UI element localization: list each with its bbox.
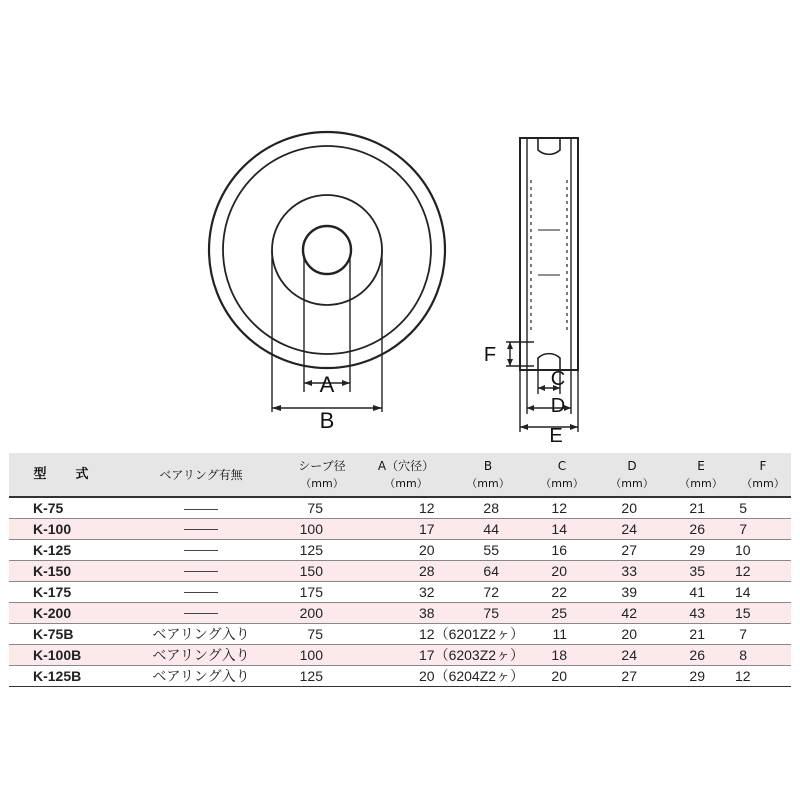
table-row — [9, 539, 791, 560]
cell-a: 20 — [419, 541, 435, 558]
dim-label-a: A — [319, 372, 335, 397]
cell-c: 20 — [551, 667, 567, 684]
cell-e: 29 — [689, 541, 705, 558]
cell-sheave: 175 — [299, 583, 323, 600]
hub — [272, 195, 382, 305]
cell-f: 12 — [735, 667, 751, 684]
header-sheave — [281, 453, 363, 497]
cell-a: 28 — [419, 562, 435, 579]
cell-b: 64 — [483, 562, 499, 579]
dim-label-d: D — [550, 395, 566, 417]
cell-model: K-125B — [33, 667, 82, 684]
cell-b: 55 — [483, 541, 499, 558]
cell-sheave: 150 — [299, 562, 323, 579]
table-row — [9, 497, 791, 518]
table-body — [9, 497, 791, 686]
cell-d: 24 — [621, 520, 637, 537]
table-header-row — [9, 453, 791, 497]
cell-f: 7 — [739, 625, 747, 642]
cell-e: 26 — [689, 520, 705, 537]
cell-a: 20（6204Z2ヶ） — [419, 667, 525, 684]
cell-a: 17 — [419, 520, 435, 537]
cell-c: 16 — [551, 541, 567, 558]
cell-bearing — [121, 518, 281, 539]
table-row — [9, 602, 791, 623]
cell-a: 12 — [419, 499, 435, 516]
header-model: 型 式 — [9, 453, 121, 497]
header-d-label: D — [627, 458, 637, 473]
cell-e: 26 — [689, 646, 705, 663]
cell-model: K-75B — [33, 625, 74, 642]
header-f — [735, 453, 791, 497]
header-c — [527, 453, 597, 497]
cell-bearing — [121, 581, 281, 602]
cell-sheave: 100 — [299, 646, 323, 663]
cell-model: K-200 — [33, 604, 72, 621]
table-row — [9, 623, 791, 644]
header-a-label: A（穴径） — [377, 458, 435, 473]
cell-d: 42 — [621, 604, 637, 621]
cell-b: 72 — [483, 583, 499, 600]
header-b-label: B — [483, 458, 493, 473]
cell-b: 44 — [483, 520, 499, 537]
header-f-label: F — [759, 458, 767, 473]
cell-sheave: 75 — [307, 499, 323, 516]
no-bearing-dash — [184, 529, 218, 530]
dim-label-c: C — [550, 368, 566, 390]
header-e — [667, 453, 735, 497]
header-f-unit: （mm） — [741, 476, 785, 490]
table-row — [9, 644, 791, 665]
outer-rim — [209, 132, 445, 368]
header-d-unit: （mm） — [610, 476, 654, 490]
cell-f: 14 — [735, 583, 751, 600]
header-c-label: C — [557, 458, 567, 473]
header-e-unit: （mm） — [679, 476, 723, 490]
table-row — [9, 665, 791, 686]
dim-label-f: F — [483, 344, 497, 366]
header-a-unit: （mm） — [384, 476, 428, 490]
cell-sheave: 125 — [299, 667, 323, 684]
cell-f: 8 — [739, 646, 747, 663]
no-bearing-dash — [184, 613, 218, 614]
dim-label-b: B — [319, 408, 335, 433]
cell-f: 5 — [739, 499, 747, 516]
cell-bearing: ベアリング入り — [152, 667, 250, 684]
no-bearing-dash — [184, 509, 218, 510]
inner-rim — [223, 146, 431, 354]
cell-sheave: 125 — [299, 541, 323, 558]
table-row — [9, 560, 791, 581]
cell-bearing: ベアリング入り — [152, 625, 250, 642]
cell-a: 17（6203Z2ヶ） — [419, 646, 525, 663]
header-d — [597, 453, 667, 497]
cell-f: 7 — [739, 520, 747, 537]
cell-c: 11 — [552, 625, 567, 642]
cell-c: 14 — [551, 520, 567, 537]
cell-f: 12 — [735, 562, 751, 579]
header-b-unit: （mm） — [466, 476, 510, 490]
side-view — [506, 138, 578, 432]
cell-model: K-125 — [33, 541, 72, 558]
cell-c: 12 — [551, 499, 567, 516]
cell-d: 33 — [621, 562, 637, 579]
header-bearing: ベアリング有無 — [121, 453, 281, 497]
cell-bearing — [121, 602, 281, 623]
cell-d: 27 — [621, 541, 637, 558]
cell-e: 43 — [689, 604, 705, 621]
dim-label-e: E — [549, 425, 563, 447]
spec-table — [9, 453, 791, 687]
cell-e: 21 — [689, 499, 705, 516]
header-sheave-unit: （mm） — [300, 476, 344, 490]
header-e-label: E — [697, 458, 705, 473]
cell-bearing — [121, 560, 281, 581]
cell-d: 20 — [621, 625, 637, 642]
cell-c: 22 — [551, 583, 567, 600]
cell-d: 39 — [621, 583, 637, 600]
header-b — [449, 453, 527, 497]
table-row — [9, 518, 791, 539]
cell-c: 25 — [551, 604, 567, 621]
table-row — [9, 581, 791, 602]
front-view — [209, 132, 445, 412]
cell-d: 20 — [621, 499, 637, 516]
cell-e: 41 — [689, 583, 705, 600]
cell-model: K-100B — [33, 646, 82, 663]
cell-b: 75 — [483, 604, 499, 621]
cell-d: 27 — [621, 667, 637, 684]
cell-sheave: 200 — [299, 604, 323, 621]
bore — [303, 226, 351, 274]
cell-a: 12（6201Z2ヶ） — [419, 625, 525, 642]
cell-f: 15 — [735, 604, 751, 621]
cell-c: 20 — [551, 562, 567, 579]
cell-bearing — [121, 539, 281, 560]
cell-model: K-175 — [33, 583, 72, 600]
cell-b: 28 — [483, 499, 499, 516]
cell-e: 21 — [689, 625, 705, 642]
header-sheave-label: シーブ径 — [298, 458, 346, 473]
cell-e: 29 — [689, 667, 705, 684]
cell-d: 24 — [621, 646, 637, 663]
cell-a: 38 — [419, 604, 435, 621]
header-c-unit: （mm） — [540, 476, 584, 490]
cell-f: 10 — [735, 541, 751, 558]
no-bearing-dash — [184, 592, 218, 593]
cell-model: K-150 — [33, 562, 72, 579]
cell-c: 18 — [551, 646, 567, 663]
cell-sheave: 100 — [299, 520, 323, 537]
cell-a: 32 — [419, 583, 435, 600]
no-bearing-dash — [184, 571, 218, 572]
cell-model: K-100 — [33, 520, 72, 537]
no-bearing-dash — [184, 550, 218, 551]
cell-sheave: 75 — [307, 625, 323, 642]
cell-model: K-75 — [33, 499, 64, 516]
cell-bearing: ベアリング入り — [152, 646, 250, 663]
cell-bearing — [121, 497, 281, 518]
header-a — [363, 453, 449, 497]
cell-e: 35 — [689, 562, 705, 579]
